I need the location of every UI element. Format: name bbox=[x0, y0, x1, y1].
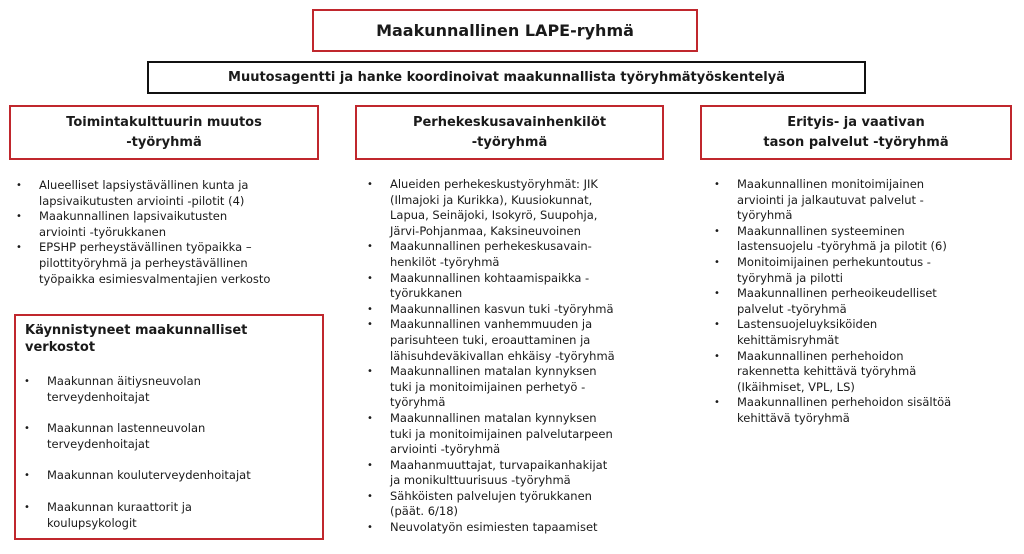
list-item bbox=[367, 317, 667, 364]
list-item-text: Maakunnallinen kasvun tuki -työryhmä bbox=[390, 301, 614, 316]
list-item-text: Maakunnan äitiysneuvolan terveydenhoitajat bbox=[47, 374, 201, 404]
list-item-text: Maakunnallinen matalan kynnyksen tuki ja monitoimijainen palvelutarpeen arviointi -työryhmä bbox=[390, 410, 613, 457]
list-item-text: Monitoimijainen perhekuntoutus - työryhmä ja pilotti bbox=[737, 254, 931, 285]
list-item bbox=[16, 240, 316, 287]
list-item-text: Maakunnallinen vanhemmuuden ja parisuhteen tuki, eroauttaminen ja lähisuhdeväkivallan ehkäisy -työryhmä bbox=[390, 317, 615, 363]
list-item-text: Maakunnallinen monitoimijainen arviointi ja jalkautuvat palvelut - työryhmä bbox=[737, 177, 925, 223]
group-box-culture-change: Toimintakulttuurin muutos -työryhmä bbox=[9, 105, 319, 160]
list-item bbox=[714, 286, 1014, 317]
bullet-icon: • bbox=[24, 470, 30, 482]
list-item-text: Maakunnan lastenneuvolan terveydenhoitajat bbox=[47, 421, 206, 451]
bullet-icon: • bbox=[714, 397, 720, 409]
list-item bbox=[367, 411, 667, 458]
list-item bbox=[24, 421, 314, 452]
bullet-icon: • bbox=[367, 366, 373, 378]
group-2-item-list bbox=[367, 177, 667, 536]
list-item bbox=[367, 302, 667, 318]
bullet-icon: • bbox=[16, 211, 22, 223]
list-item-text: Maakunnallinen perheoikeudelliset palvelut -työryhmä bbox=[737, 286, 937, 316]
bullet-icon: • bbox=[714, 288, 720, 300]
list-item-text: Alueelliset lapsiystävällinen kunta ja lapsivaikutusten arviointi -pilotit (4) bbox=[39, 178, 249, 208]
bullet-icon: • bbox=[24, 501, 30, 513]
list-item bbox=[24, 468, 314, 484]
list-item bbox=[367, 520, 667, 536]
list-item bbox=[16, 178, 316, 209]
bullet-icon: • bbox=[714, 256, 720, 268]
networks-box bbox=[14, 314, 324, 540]
list-item-text: Maakunnallinen perhehoidon rakennetta kehittävä työryhmä (Ikäihmiset, VPL, LS) bbox=[737, 348, 917, 394]
bullet-icon: • bbox=[24, 376, 30, 387]
list-item bbox=[24, 374, 314, 405]
bullet-icon: • bbox=[367, 459, 373, 471]
networks-list bbox=[24, 374, 314, 547]
list-item bbox=[367, 489, 667, 520]
list-item bbox=[367, 239, 667, 270]
list-item bbox=[714, 349, 1014, 396]
list-item-text: EPSHP perheystävällinen työpaikka – pilottityöryhmä ja perheystävällinen työpaikka esimiesvalmentajien verkosto bbox=[39, 240, 271, 286]
group-1-item-list bbox=[16, 178, 316, 287]
bullet-icon: • bbox=[714, 319, 720, 331]
list-item-text: Maahanmuuttajat, turvapaikanhakijat ja monikulttuurisuus -työryhmä bbox=[390, 457, 608, 488]
bullet-icon: • bbox=[367, 412, 373, 424]
list-item bbox=[367, 364, 667, 411]
list-item bbox=[24, 500, 314, 531]
list-item bbox=[714, 395, 1014, 426]
bullet-icon: • bbox=[24, 423, 30, 435]
coordination-banner: Muutosagentti ja hanke koordinoivat maakunnallista työryhmätyöskentelyä bbox=[147, 61, 866, 94]
lape-group-title: Maakunnallinen LAPE-ryhmä bbox=[312, 9, 698, 52]
list-item bbox=[714, 255, 1014, 286]
list-item-text: Alueiden perhekeskustyöryhmät: JIK (Ilmajoki ja Kurikka), Kuusiokunnat, Lapua, Seinäjoki, Isokyrö, Suupohja, Järvi-Pohjanmaa, Kaksineuvoinen bbox=[390, 177, 598, 238]
group-box-family-centre: Perhekeskusavainhenkilöt -työryhmä bbox=[355, 105, 664, 160]
list-item bbox=[367, 271, 667, 302]
bullet-icon: • bbox=[714, 350, 720, 362]
bullet-icon: • bbox=[16, 242, 22, 254]
bullet-icon: • bbox=[714, 225, 720, 237]
list-item-text: Neuvolatyön esimiesten tapaamiset bbox=[390, 520, 598, 535]
bullet-icon: • bbox=[367, 319, 373, 331]
list-item bbox=[714, 177, 1014, 224]
bullet-icon: • bbox=[367, 241, 373, 253]
group-3-item-list bbox=[714, 177, 1014, 427]
list-item-text: Maakunnallinen matalan kynnyksen tuki ja monitoimijainen perhetyö - työryhmä bbox=[390, 364, 597, 410]
bullet-icon: • bbox=[367, 303, 373, 315]
list-item bbox=[714, 317, 1014, 348]
list-item-text: Maakunnan kouluterveydenhoitajat bbox=[47, 468, 251, 483]
bullet-icon: • bbox=[367, 179, 373, 190]
group-box-special-services: Erityis- ja vaativan tason palvelut -työryhmä bbox=[700, 105, 1012, 160]
list-item bbox=[367, 177, 667, 239]
list-item-text: Maakunnallinen perhehoidon sisältöä kehittävä työryhmä bbox=[737, 395, 952, 425]
list-item bbox=[367, 458, 667, 489]
list-item-text: Maakunnallinen perhekeskusavain- henkilöt -työryhmä bbox=[390, 239, 592, 269]
list-item bbox=[16, 209, 316, 240]
list-item-text: Maakunnan kuraattorit ja koulupsykologit bbox=[47, 499, 192, 530]
list-item-text: Lastensuojeluyksiköiden kehittämisryhmät bbox=[737, 317, 878, 347]
list-item-text: Maakunnallinen systeeminen lastensuojelu -työryhmä ja pilotit (6) bbox=[737, 223, 947, 254]
bullet-icon: • bbox=[16, 180, 22, 191]
list-item bbox=[714, 224, 1014, 255]
list-item-text: Sähköisten palvelujen työrukkanen (päät. 6/18) bbox=[390, 488, 592, 519]
bullet-icon: • bbox=[367, 272, 373, 284]
bullet-icon: • bbox=[367, 522, 373, 534]
list-item-text: Maakunnallinen kohtaamispaikka - työrukkanen bbox=[390, 270, 590, 301]
bullet-icon: • bbox=[714, 179, 720, 190]
list-item-text: Maakunnallinen lapsivaikutusten arviointi -työrukkanen bbox=[39, 209, 228, 239]
bullet-icon: • bbox=[367, 490, 373, 502]
networks-title: Käynnistyneet maakunnalliset verkostot bbox=[25, 323, 248, 355]
